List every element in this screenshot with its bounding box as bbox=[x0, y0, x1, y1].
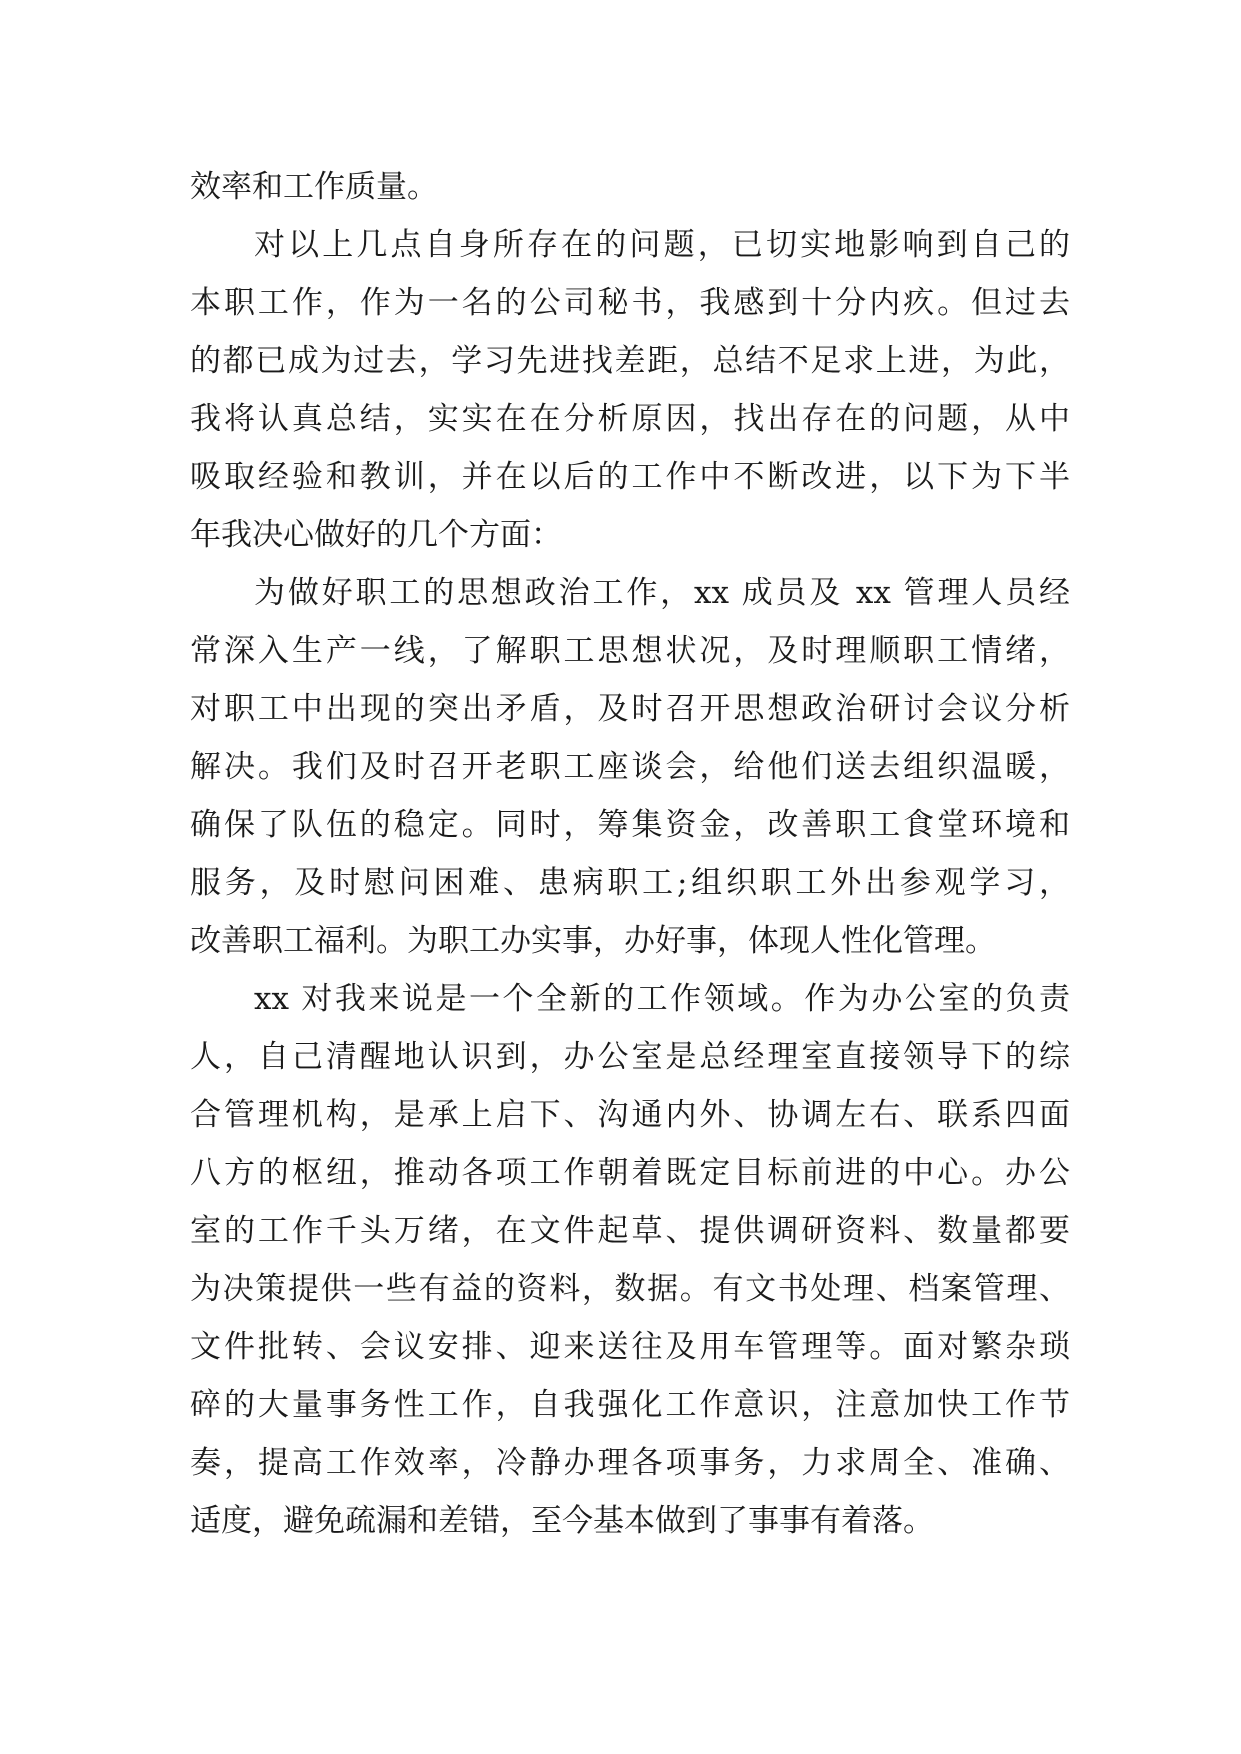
text-line: 八方的枢纽，推动各项工作朝着既定目标前进的中心。办公 bbox=[190, 1155, 1070, 1191]
text-line: xx 对我来说是一个全新的工作领域。作为办公室的负责 bbox=[254, 981, 1070, 1017]
paragraph bbox=[190, 970, 1070, 1550]
text-line: 为做好职工的思想政治工作，xx 成员及 xx 管理人员经 bbox=[254, 575, 1070, 611]
text-line: 碎的大量事务性工作，自我强化工作意识，注意加快工作节 bbox=[190, 1387, 1070, 1423]
paragraph bbox=[190, 564, 1070, 970]
text-line: 我将认真总结，实实在在分析原因，找出存在的问题，从中 bbox=[190, 401, 1070, 437]
text-line: 对以上几点自身所存在的问题，已切实地影响到自己的 bbox=[254, 227, 1070, 263]
paragraph bbox=[190, 158, 1070, 216]
text-line: 对职工中出现的突出矛盾，及时召开思想政治研讨会议分析 bbox=[190, 691, 1070, 727]
text-line: 奏，提高工作效率，冷静办理各项事务，力求周全、准确、 bbox=[190, 1445, 1070, 1481]
text-line: 合管理机构，是承上启下、沟通内外、协调左右、联系四面 bbox=[190, 1097, 1070, 1133]
text-line: 年我决心做好的几个方面： bbox=[190, 517, 562, 553]
text-line: 本职工作，作为一名的公司秘书，我感到十分内疚。但过去 bbox=[190, 285, 1070, 321]
text-line: 文件批转、会议安排、迎来送往及用车管理等。面对繁杂琐 bbox=[190, 1329, 1070, 1365]
text-line: 吸取经验和教训，并在以后的工作中不断改进，以下为下半 bbox=[190, 459, 1070, 495]
text-line: 改善职工福利。为职工办实事，办好事，体现人性化管理。 bbox=[190, 923, 996, 959]
body-text bbox=[190, 158, 1070, 1550]
paragraph bbox=[190, 216, 1070, 564]
text-line: 常深入生产一线，了解职工思想状况，及时理顺职工情绪， bbox=[190, 633, 1070, 669]
text-line: 确保了队伍的稳定。同时，筹集资金，改善职工食堂环境和 bbox=[190, 807, 1070, 843]
text-line: 的都已成为过去，学习先进找差距，总结不足求上进，为此， bbox=[190, 343, 1070, 379]
text-line: 人，自己清醒地认识到，办公室是总经理室直接领导下的综 bbox=[190, 1039, 1070, 1075]
text-line: 适度，避免疏漏和差错，至今基本做到了事事有着落。 bbox=[190, 1503, 934, 1539]
text-line: 效率和工作质量。 bbox=[190, 169, 438, 205]
text-line: 解决。我们及时召开老职工座谈会，给他们送去组织温暖， bbox=[190, 749, 1070, 785]
text-line: 室的工作千头万绪，在文件起草、提供调研资料、数量都要 bbox=[190, 1213, 1070, 1249]
text-line: 服务，及时慰问困难、患病职工;组织职工外出参观学习， bbox=[190, 865, 1070, 901]
text-line: 为决策提供一些有益的资料，数据。有文书处理、档案管理、 bbox=[190, 1271, 1070, 1307]
